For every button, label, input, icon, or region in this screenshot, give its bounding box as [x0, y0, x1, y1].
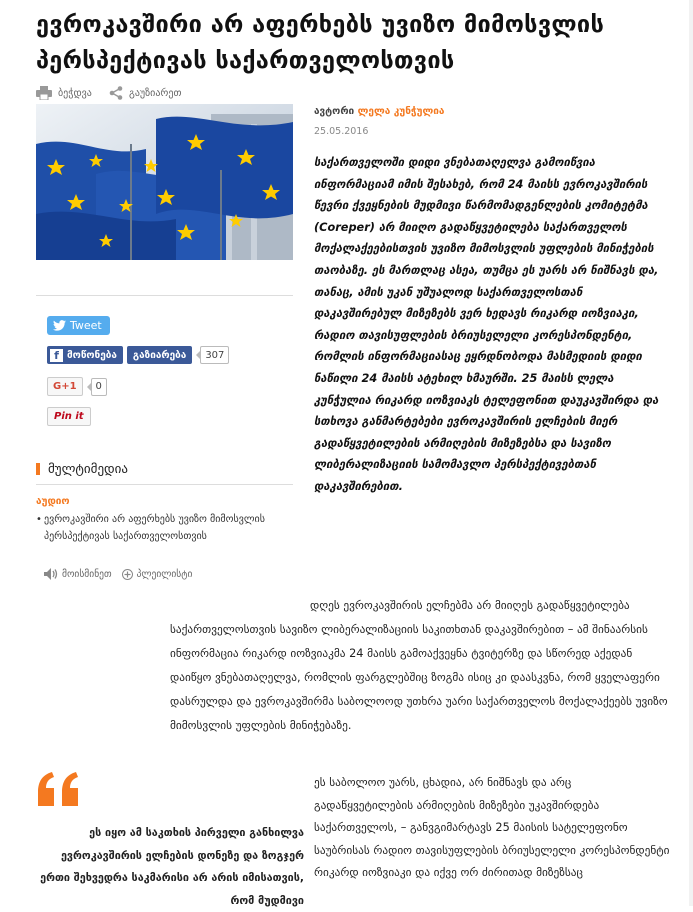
playlist-button[interactable]	[122, 569, 193, 580]
tweet-button[interactable]	[47, 316, 110, 335]
pull-quote: ეს იყო ამ საკთხის პირველი განხილვა ევროკავშირის ელჩების დონეზე და ზოგჯერ ერთი შეხვედრა საკმარისი არ არის იმისათვის, რომ მუდმივი	[40, 826, 304, 907]
quote-icon	[36, 772, 82, 812]
share-label: გაუზიარეთ	[129, 87, 182, 99]
audio-section-label: აუდიო	[36, 496, 70, 507]
speaker-icon	[44, 568, 58, 580]
gplus-count: 0	[91, 378, 107, 396]
article-toolbar	[36, 86, 195, 104]
share-link[interactable]	[109, 86, 181, 100]
print-link[interactable]	[36, 86, 92, 100]
multimedia-header	[36, 458, 293, 480]
pinterest-label: Pin it	[54, 411, 84, 422]
gplus-button[interactable]: G+1	[47, 377, 83, 396]
share-icon	[109, 86, 123, 100]
eu-flags-photo	[36, 104, 293, 260]
facebook-share-label: გაზიარება	[132, 349, 187, 361]
article-lead: საქართველოში დიდი ვნებათაღელვა გამოიწვია ინფორმაციამ იმის შესახებ, რომ 24 მაისს ევროკავშირის წევრი ქვეყნების მუდმივი წარმომადგენლების კომიტეტმა (Coreper) არ მიიღო გადაწყვეტილება საქართველოს მოქალაქეებისთვის უვიზო მიმოსვლის უფლების მინიჭების თაობაზე. ეს მართლაც ასეა, თუმცა ეს უარს არ ნიშნავს და, თანაც, ამის უკან უშუალოდ საქართველოსთან დაკავშირებულ მიზეზებს ვერ ხედავს რიკარდ იოზვიაკი, რადიო თავისუფლების ბრიუსელელი კორესპონდენტი, რომლის ინფორმაციასაც ეყრდნობოდა მასმედიის დიდი ნაწილი 24 მაისს ატეხილ ხმაურში. 25 მაისს ლელა კუნჭულია რიკარდ იოზვიაკს ტელეფონით დაუკავშირდა და სთხოვა განმარტებები ევროკავშირის ელჩების მიერ გადაწყვეტილების არმიღების მიზეზებსა და სავიზო ლიბერალიზაციის სამომავლო პერსპექტივებთან დაკავშირებით.	[314, 156, 659, 493]
listen-label: მოისმინეთ	[62, 568, 112, 580]
tweet-label: Tweet	[70, 319, 102, 332]
twitter-bird-icon	[53, 320, 66, 331]
multimedia-heading: მულტიმედია	[48, 461, 129, 477]
facebook-like-label: მოწონება	[67, 349, 117, 361]
listen-button[interactable]	[44, 568, 112, 580]
author-prefix: ავტორი	[314, 106, 358, 117]
playlist-label: პლეილისტი	[136, 568, 193, 580]
facebook-count: 307	[200, 346, 229, 364]
sidebar-divider	[36, 295, 293, 296]
print-label: ბეჭდვა	[58, 87, 92, 99]
article-author	[314, 106, 444, 117]
multimedia-divider	[36, 484, 293, 485]
facebook-share-button[interactable]	[127, 346, 192, 364]
article-date: 25.05.2016	[314, 126, 369, 137]
add-to-playlist-icon	[122, 569, 133, 580]
article-paragraph: ეს საბოლოო უარს, ცხადია, არ ნიშნავს და არც გადაწყვეტილების არმიღების მიზეზები უკავშირდება საქართველოს, – განვგიმარტავს 25 მაისის სატელეფონო საუბრისას რადიო თავისუფლების ბრიუსელელი კორესპონდენტი რიკარდ იოზვიაკი და იქვე ორ ძირითად მიზეზსაც	[314, 776, 670, 879]
audio-item-link[interactable]: • ევროკავშირი არ აფერხებს უვიზო მიმოსვლის პერსპექტივას საქართველოსთვის	[36, 512, 274, 545]
facebook-row	[47, 346, 229, 364]
article-title: ევროკავშირი არ აფერხებს უვიზო მიმოსვლის პერსპექტივას საქართველოსთვის	[36, 10, 605, 74]
facebook-icon: f	[50, 349, 63, 362]
article-paragraph: დღეს ევროკავშირის ელჩებმა არ მიიღეს გადაწყვეტილება საქართველოსთვის სავიზო ლიბერალიზაციის საკითხთან დაკავშირებით – ამ შინაარსის ინფორმაცია რიკარდ იოზვიაკმა 24 მაისს გამოაქვეყნა ტვიტერზე და სწორედ აქედან დაიწყო ვნებათაღელვა, რომლის ფარგლებშიც ზოგმა ისიც კი დაასკვნა, რომ ყველაფერი დასრულდა და ევროკავშირმა საბოლოოდ უთხრა უარი საქართველოს მოქალაქეებს უვიზო მიმოსვლის უფლების მინიჭებაზე.	[170, 599, 668, 732]
gplus-row	[47, 377, 107, 396]
printer-icon	[36, 86, 52, 100]
pinterest-button[interactable]	[47, 407, 91, 426]
facebook-like-button[interactable]	[47, 346, 123, 364]
scrollbar[interactable]	[689, 0, 693, 906]
audio-controls	[44, 568, 202, 580]
multimedia-accent-bar	[36, 463, 40, 475]
author-name-link[interactable]: ლელა კუნჭულია	[357, 106, 445, 117]
